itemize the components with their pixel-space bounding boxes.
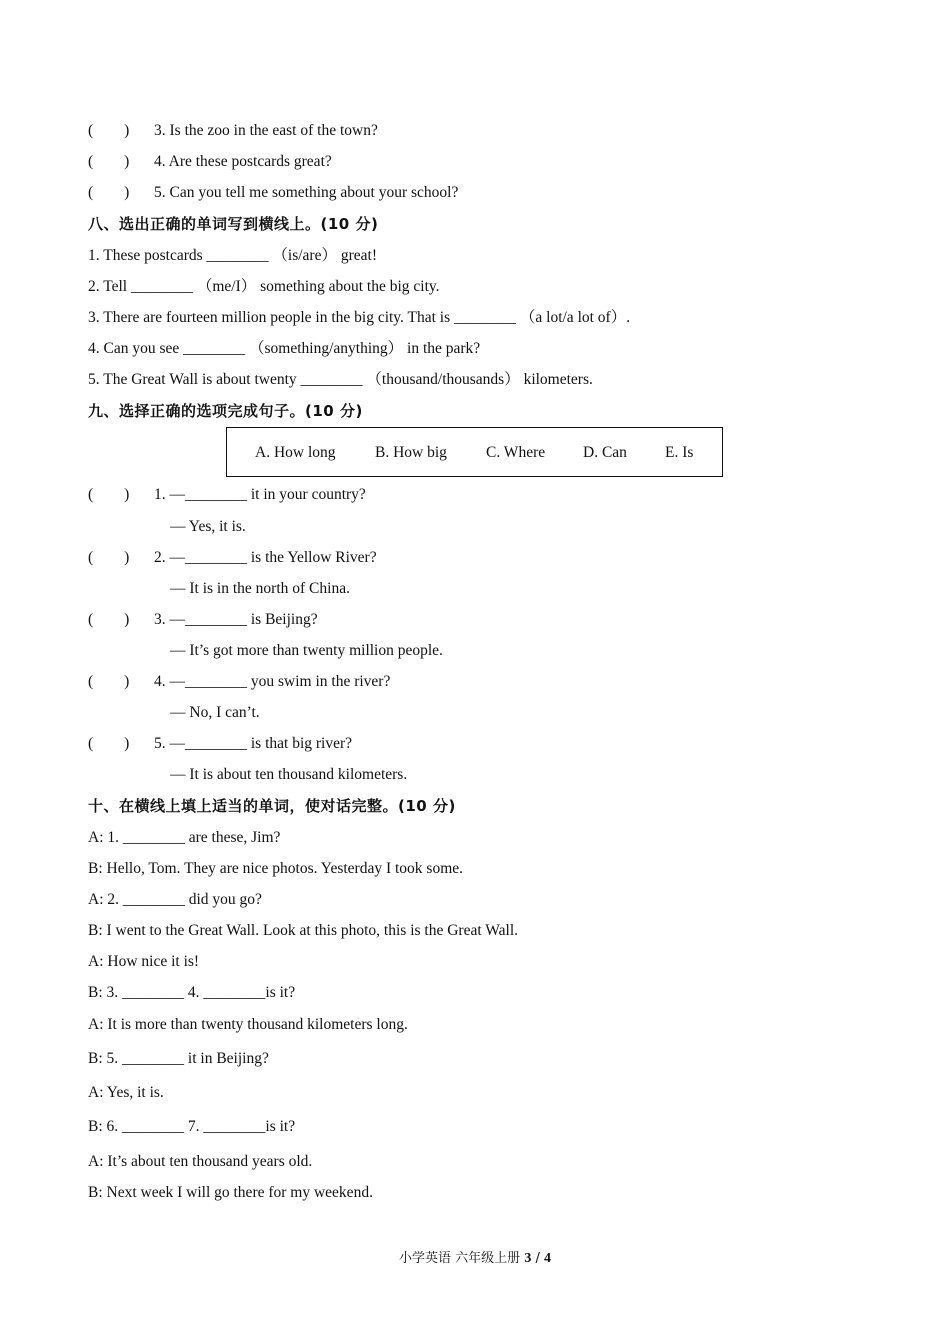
question-text: 5. —________ is that big river? xyxy=(154,735,353,752)
option-b: B. How big xyxy=(375,444,447,461)
answer-text: — Yes, it is. xyxy=(170,518,246,535)
options-box xyxy=(226,427,723,477)
answer-paren: ( ) xyxy=(88,673,130,690)
page-number: 3 xyxy=(524,1251,532,1266)
page-footer xyxy=(0,1247,950,1267)
fill-in-item: 5. The Great Wall is about twenty ________ （thousand/thousands） kilometers. xyxy=(88,371,593,388)
dialogue-line: A: How nice it is! xyxy=(88,953,200,970)
answer-text: — It is about ten thousand kilometers. xyxy=(170,766,408,783)
question-row xyxy=(88,121,378,141)
section-heading: 十、在横线上填上适当的单词，使对话完整。(10 分) xyxy=(88,797,456,815)
dialogue-line: B: I went to the Great Wall. Look at this photo, this is the Great Wall. xyxy=(88,922,518,939)
answer-text: — It is in the north of China. xyxy=(170,580,350,597)
answer-paren: ( ) xyxy=(88,486,130,503)
dialogue-line: B: Hello, Tom. They are nice photos. Yesterday I took some. xyxy=(88,860,464,877)
question-row xyxy=(88,485,366,505)
dialogue-line: A: 1. ________ are these, Jim? xyxy=(88,829,281,846)
answer-paren: ( ) xyxy=(88,122,130,139)
dialogue-line: A: It’s about ten thousand years old. xyxy=(88,1153,313,1170)
question-row xyxy=(88,610,318,630)
answer-paren: ( ) xyxy=(88,611,130,628)
page-separator: / xyxy=(531,1251,544,1266)
fill-in-item: 2. Tell ________ （me/I） something about the big city. xyxy=(88,278,440,295)
question-row xyxy=(88,548,377,568)
dialogue-line: B: 5. ________ it in Beijing? xyxy=(88,1050,269,1067)
dialogue-line: A: Yes, it is. xyxy=(88,1084,164,1101)
dialogue-line: B: Next week I will go there for my weekend. xyxy=(88,1184,373,1201)
option-e: E. Is xyxy=(665,444,694,461)
question-text: 4. Are these postcards great? xyxy=(154,153,332,170)
question-row xyxy=(88,672,390,692)
footer-label: 小学英语 六年级上册 xyxy=(399,1251,521,1266)
dialogue-line: A: 2. ________ did you go? xyxy=(88,891,262,908)
dialogue-line: A: It is more than twenty thousand kilometers long. xyxy=(88,1016,408,1033)
answer-paren: ( ) xyxy=(88,153,130,170)
section-heading: 八、选出正确的单词写到横线上。(10 分) xyxy=(88,215,379,233)
question-text: 4. —________ you swim in the river? xyxy=(154,673,391,690)
answer-text: — It’s got more than twenty million people. xyxy=(170,642,443,659)
page-total: 4 xyxy=(543,1251,551,1266)
dialogue-line: B: 3. ________ 4. ________is it? xyxy=(88,984,296,1001)
question-text: 5. Can you tell me something about your school? xyxy=(154,184,459,201)
question-text: 3. —________ is Beijing? xyxy=(154,611,318,628)
answer-text: — No, I can’t. xyxy=(170,704,260,721)
question-text: 2. —________ is the Yellow River? xyxy=(154,549,377,566)
question-text: 1. —________ it in your country? xyxy=(154,486,366,503)
answer-paren: ( ) xyxy=(88,184,130,201)
question-text: 3. Is the zoo in the east of the town? xyxy=(154,122,378,139)
question-row xyxy=(88,183,458,203)
option-d: D. Can xyxy=(583,444,627,461)
section-heading: 九、选择正确的选项完成句子。(10 分) xyxy=(88,402,363,420)
question-row xyxy=(88,734,352,754)
fill-in-item: 4. Can you see ________ （something/anything） in the park? xyxy=(88,340,481,357)
question-row xyxy=(88,152,332,172)
dialogue-line: B: 6. ________ 7. ________is it? xyxy=(88,1118,296,1135)
fill-in-item: 1. These postcards ________ （is/are） great! xyxy=(88,247,377,264)
option-c: C. Where xyxy=(486,444,546,461)
answer-paren: ( ) xyxy=(88,549,130,566)
fill-in-item: 3. There are fourteen million people in the big city. That is ________ （a lot/a lot of）. xyxy=(88,309,631,326)
option-a: A. How long xyxy=(255,444,336,461)
answer-paren: ( ) xyxy=(88,735,130,752)
